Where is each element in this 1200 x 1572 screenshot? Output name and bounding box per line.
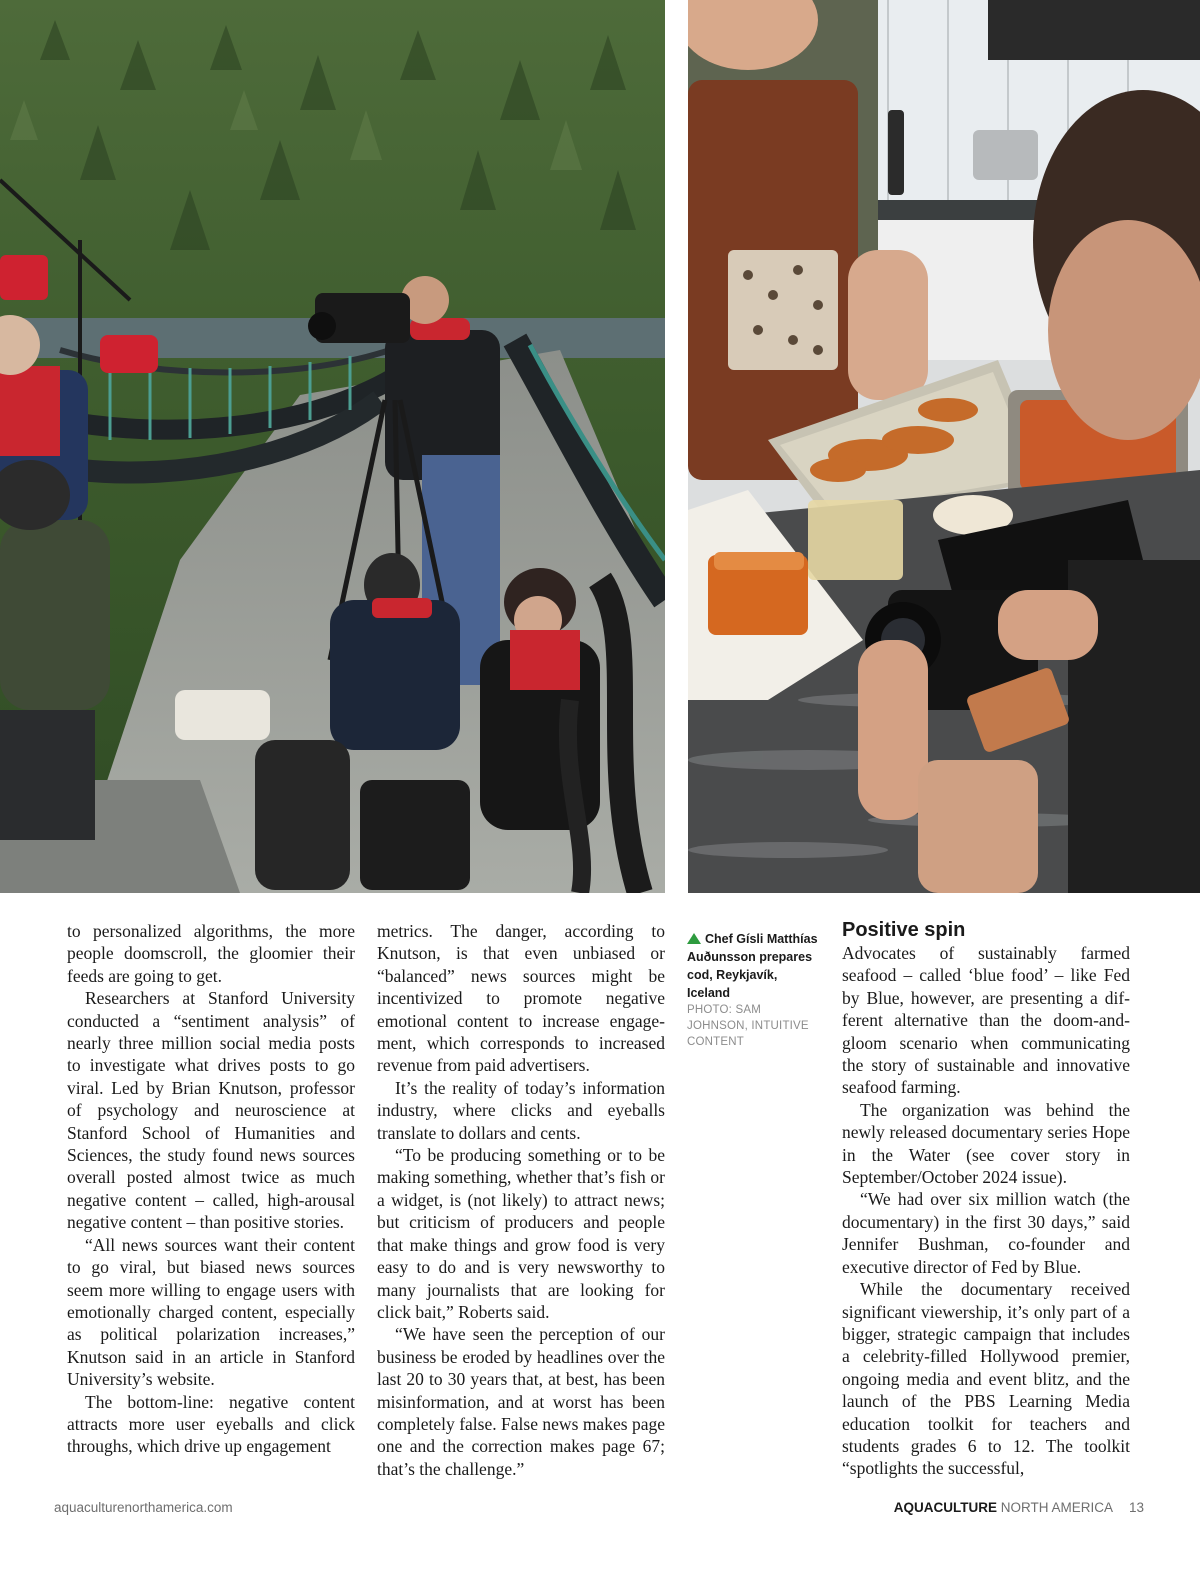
body-paragraph: metrics. The danger, according to Knutson, is that even unbiased or “balanced” news sources might be incentivized to promote negative emotional content to increase engagement, which corresponds to increased revenue from paid advertisers. xyxy=(377,921,665,1076)
caption-text-wrapper xyxy=(687,930,822,1002)
body-paragraph: “We have seen the perception of our business be eroded by headlines over the last 20 to 30 years that, at best, has been misinformation, and at worst has been completely false. False news makes page one and the correction makes page 67; that’s the challenge.” xyxy=(377,1324,665,1479)
body-paragraph: “All news sources want their content to go viral, but biased news sources seem more willing to engage users with emotionally charged content, especially as political polarization increases,” Knutson said in an article in Stanford University’s website. xyxy=(67,1234,355,1390)
page-number: 13 xyxy=(1128,1500,1144,1515)
body-paragraph: The bottom-line: negative content attracts more user eyeballs and click throughs, which drive up engagement xyxy=(67,1391,355,1457)
chef-kitchen-photo xyxy=(688,0,1200,893)
publication-name-bold: AQUACULTURE xyxy=(893,1500,997,1515)
body-paragraph: “To be producing something or to be making something, whether that’s fish or a widget, is (not likely) to attract news; but criticism of producers and people that make things and grow food is very easy to do and is very newsworthy to many journalists that are looking for click bait,” Roberts said. xyxy=(377,1145,665,1322)
body-paragraph: Researchers at Stanford University conducted a “sentiment analysis” of nearly three million social media posts to investigate what drives posts to go viral. Led by Brian Knutson, professor of psychology and neuroscience at Stanford School of Humanities and Sciences, the study found news sources overall posted almost twice as much negative content – called, high-arousal negative content – than positive stories. xyxy=(67,988,355,1233)
article-column-1 xyxy=(67,920,355,1458)
article-column-3 xyxy=(842,918,1130,1480)
footer-website: aquaculturenorthamerica.com xyxy=(54,1500,233,1515)
article-column-2 xyxy=(377,920,665,1480)
body-paragraph: The organization was behind the newly released documentary series Hope in the Water (see cover story in September/October 2024 issue). xyxy=(842,1099,1130,1188)
film-crew-photo xyxy=(0,0,665,893)
photo-credit: PHOTO: SAM JOHNSON, INTUITIVE CONTENT xyxy=(687,1004,809,1048)
section-heading: Positive spin xyxy=(842,919,966,941)
body-paragraph: Advocates of sustainably farmed seafood – called ‘blue food’ – like Fed by Blue, however, are presenting a different alternative than the doom-and-gloom scenario when communicating the story of sustainable and innovative seafood farming. xyxy=(842,943,1130,1098)
photo-caption xyxy=(687,930,822,1050)
publication-name-rest: NORTH AMERICA xyxy=(996,1500,1113,1515)
body-paragraph: It’s the reality of today’s information industry, where clicks and eyeballs translate to dollars and cents. xyxy=(377,1077,665,1143)
footer-publication xyxy=(894,1500,1144,1515)
caption-triangle-icon xyxy=(687,933,701,944)
body-paragraph: While the documentary received significant viewership, it’s only part of a bigger, strategic campaign that includes a celebrity-filled Hollywood premier, ongoing media and event blitz, and the launch of the PBS Learning Media education toolkit for teachers and students grades 6 to 12. The toolkit “spotlights the successful, xyxy=(842,1279,1130,1479)
caption-text: Chef Gísli Matthías Auðunsson prepares cod, Reykjavík, Iceland xyxy=(687,932,818,1000)
body-paragraph: “We had over six million watch (the documentary) in the first 30 days,” said Jennifer Bushman, co-founder and executive director of Fed by Blue. xyxy=(842,1189,1130,1277)
body-paragraph: to personalized algorithms, the more people doomscroll, the gloomier their feeds are going to get. xyxy=(67,921,355,986)
